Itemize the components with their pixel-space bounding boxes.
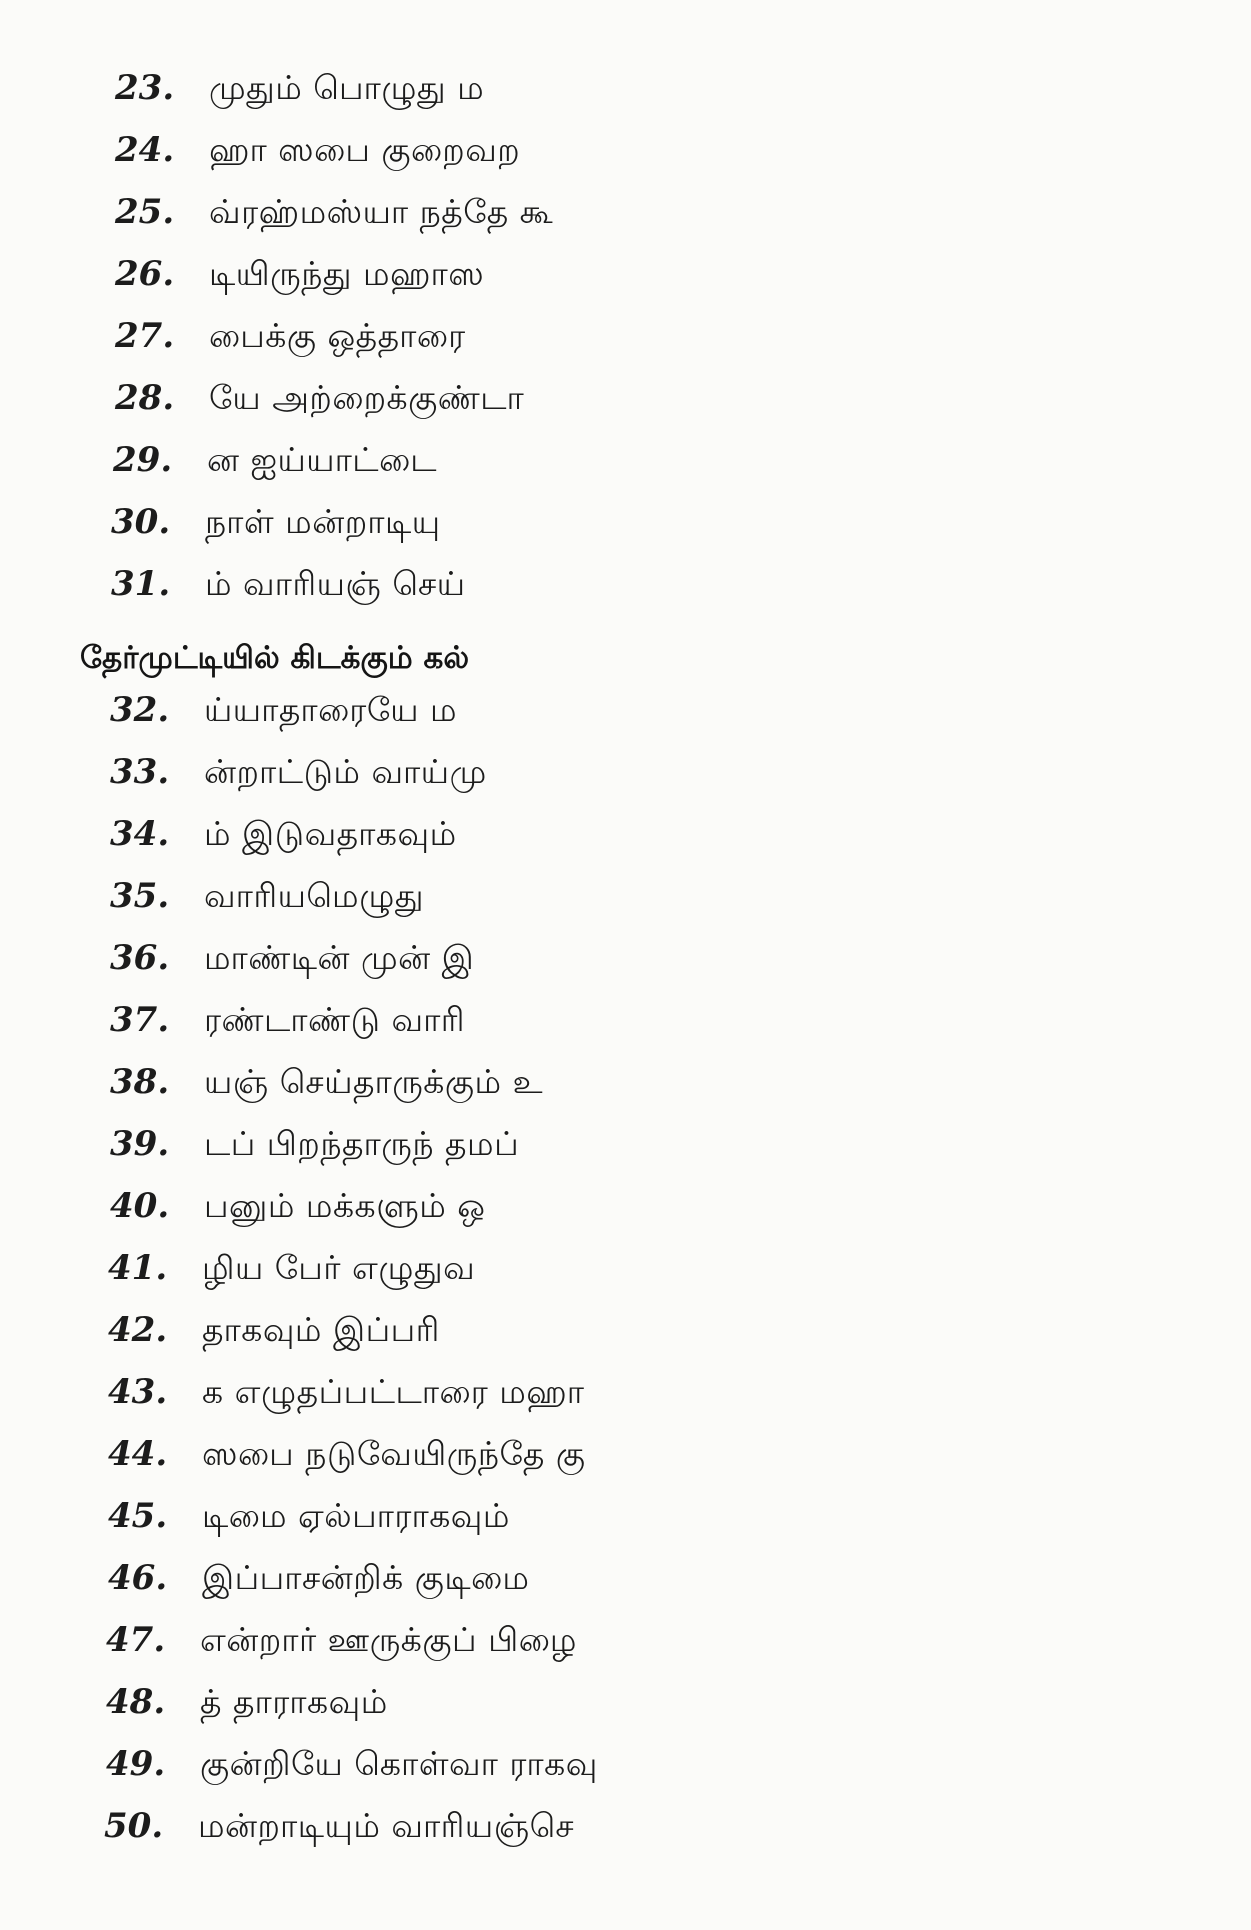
line-text: டியிருந்து மஹாஸ bbox=[209, 254, 485, 293]
line-number: 36. bbox=[110, 938, 170, 978]
line-text: வாரியமெழுது bbox=[204, 876, 424, 915]
line-number: 23. bbox=[115, 68, 175, 108]
line-number: 47. bbox=[106, 1620, 166, 1660]
line-text: க எழுதப்பட்டாரை மஹா bbox=[202, 1372, 585, 1411]
inscription-line-28 bbox=[115, 378, 524, 422]
line-number: 24. bbox=[115, 130, 175, 170]
inscription-line-42 bbox=[108, 1310, 440, 1354]
inscription-line-30 bbox=[111, 502, 441, 546]
line-number: 28. bbox=[115, 378, 175, 418]
line-text: பனும் மக்களும் ஒ bbox=[204, 1186, 486, 1225]
line-number: 39. bbox=[110, 1124, 170, 1164]
line-number: 33. bbox=[110, 752, 170, 792]
line-text: ம் வாரியஞ் செய் bbox=[205, 564, 466, 603]
line-text: முதும் பொழுது ம bbox=[209, 68, 485, 107]
line-number: 38. bbox=[110, 1062, 170, 1102]
inscription-line-31 bbox=[111, 564, 466, 608]
line-text: த் தாராகவும் bbox=[200, 1682, 388, 1721]
inscription-line-24 bbox=[115, 130, 520, 174]
inscription-line-27 bbox=[115, 316, 466, 360]
line-text: ழிய பேர் எழுதுவ bbox=[202, 1248, 476, 1287]
inscription-line-36 bbox=[110, 938, 474, 982]
inscription-line-34 bbox=[110, 814, 457, 858]
inscription-line-48 bbox=[106, 1682, 388, 1726]
line-number: 41. bbox=[108, 1248, 168, 1288]
line-number: 46. bbox=[108, 1558, 168, 1598]
inscription-line-39 bbox=[110, 1124, 519, 1168]
line-text: ன்றாட்டும் வாய்மு bbox=[204, 752, 487, 791]
inscription-line-23 bbox=[115, 68, 484, 112]
line-number: 49. bbox=[106, 1744, 166, 1784]
line-text: மன்றாடியும் வாரியஞ்செ bbox=[198, 1806, 575, 1845]
inscription-line-46 bbox=[108, 1558, 529, 1602]
line-number: 40. bbox=[110, 1186, 170, 1226]
line-text: டிமை ஏல்பாராகவும் bbox=[202, 1496, 510, 1535]
line-text: ன ஐய்யாட்டை bbox=[207, 440, 438, 479]
line-text: குன்றியே கொள்வா ராகவு bbox=[200, 1744, 598, 1783]
inscription-line-44 bbox=[108, 1434, 586, 1478]
inscription-line-43 bbox=[108, 1372, 585, 1416]
line-text: ய்யாதாரையே ம bbox=[204, 690, 458, 729]
inscription-line-50 bbox=[104, 1806, 574, 1850]
inscription-line-38 bbox=[110, 1062, 543, 1106]
inscription-line-37 bbox=[110, 1000, 465, 1044]
line-number: 31. bbox=[111, 564, 171, 604]
line-number: 42. bbox=[108, 1310, 168, 1350]
line-number: 25. bbox=[115, 192, 175, 232]
line-number: 35. bbox=[110, 876, 170, 916]
line-number: 48. bbox=[106, 1682, 166, 1722]
inscription-line-41 bbox=[108, 1248, 475, 1292]
line-text: வ்ரஹ்மஸ்யா நத்தே கூ bbox=[209, 192, 554, 231]
inscription-line-47 bbox=[106, 1620, 577, 1664]
line-number: 30. bbox=[111, 502, 171, 542]
inscription-line-26 bbox=[115, 254, 484, 298]
inscription-line-33 bbox=[110, 752, 487, 796]
line-text: ரண்டாண்டு வாரி bbox=[204, 1000, 466, 1039]
line-number: 43. bbox=[108, 1372, 168, 1412]
line-text: டப் பிறந்தாருந் தமப் bbox=[204, 1124, 520, 1163]
inscription-line-25 bbox=[115, 192, 553, 236]
line-number: 37. bbox=[110, 1000, 170, 1040]
line-text: தாகவும் இப்பரி bbox=[202, 1310, 440, 1349]
line-number: 44. bbox=[108, 1434, 168, 1474]
inscription-line-29 bbox=[113, 440, 437, 484]
line-text: பைக்கு ஒத்தாரை bbox=[209, 316, 466, 355]
line-text: என்றார் ஊருக்குப் பிழை bbox=[200, 1620, 577, 1659]
inscription-line-32 bbox=[110, 690, 457, 734]
line-number: 29. bbox=[113, 440, 173, 480]
line-text: மாண்டின் முன் இ bbox=[204, 938, 475, 977]
line-text: யே அற்றைக்குண்டா bbox=[209, 378, 525, 417]
line-text: ம் இடுவதாகவும் bbox=[204, 814, 457, 853]
section-heading: தேர்முட்டியில் கிடக்கும் கல் bbox=[80, 640, 470, 676]
line-number: 50. bbox=[104, 1806, 164, 1846]
inscription-line-40 bbox=[110, 1186, 485, 1230]
line-number: 32. bbox=[110, 690, 170, 730]
line-number: 27. bbox=[115, 316, 175, 356]
line-text: இப்பாசன்றிக் குடிமை bbox=[202, 1558, 530, 1597]
line-number: 26. bbox=[115, 254, 175, 294]
inscription-line-45 bbox=[108, 1496, 510, 1540]
inscription-line-49 bbox=[106, 1744, 598, 1788]
line-text: ஸபை நடுவேயிருந்தே கு bbox=[202, 1434, 586, 1473]
line-text: யஞ் செய்தாருக்கும் உ bbox=[204, 1062, 544, 1101]
line-text: ஹா ஸபை குறைவற bbox=[209, 130, 521, 169]
line-number: 45. bbox=[108, 1496, 168, 1536]
inscription-line-35 bbox=[110, 876, 424, 920]
line-text: நாள் மன்றாடியு bbox=[205, 502, 441, 541]
line-number: 34. bbox=[110, 814, 170, 854]
